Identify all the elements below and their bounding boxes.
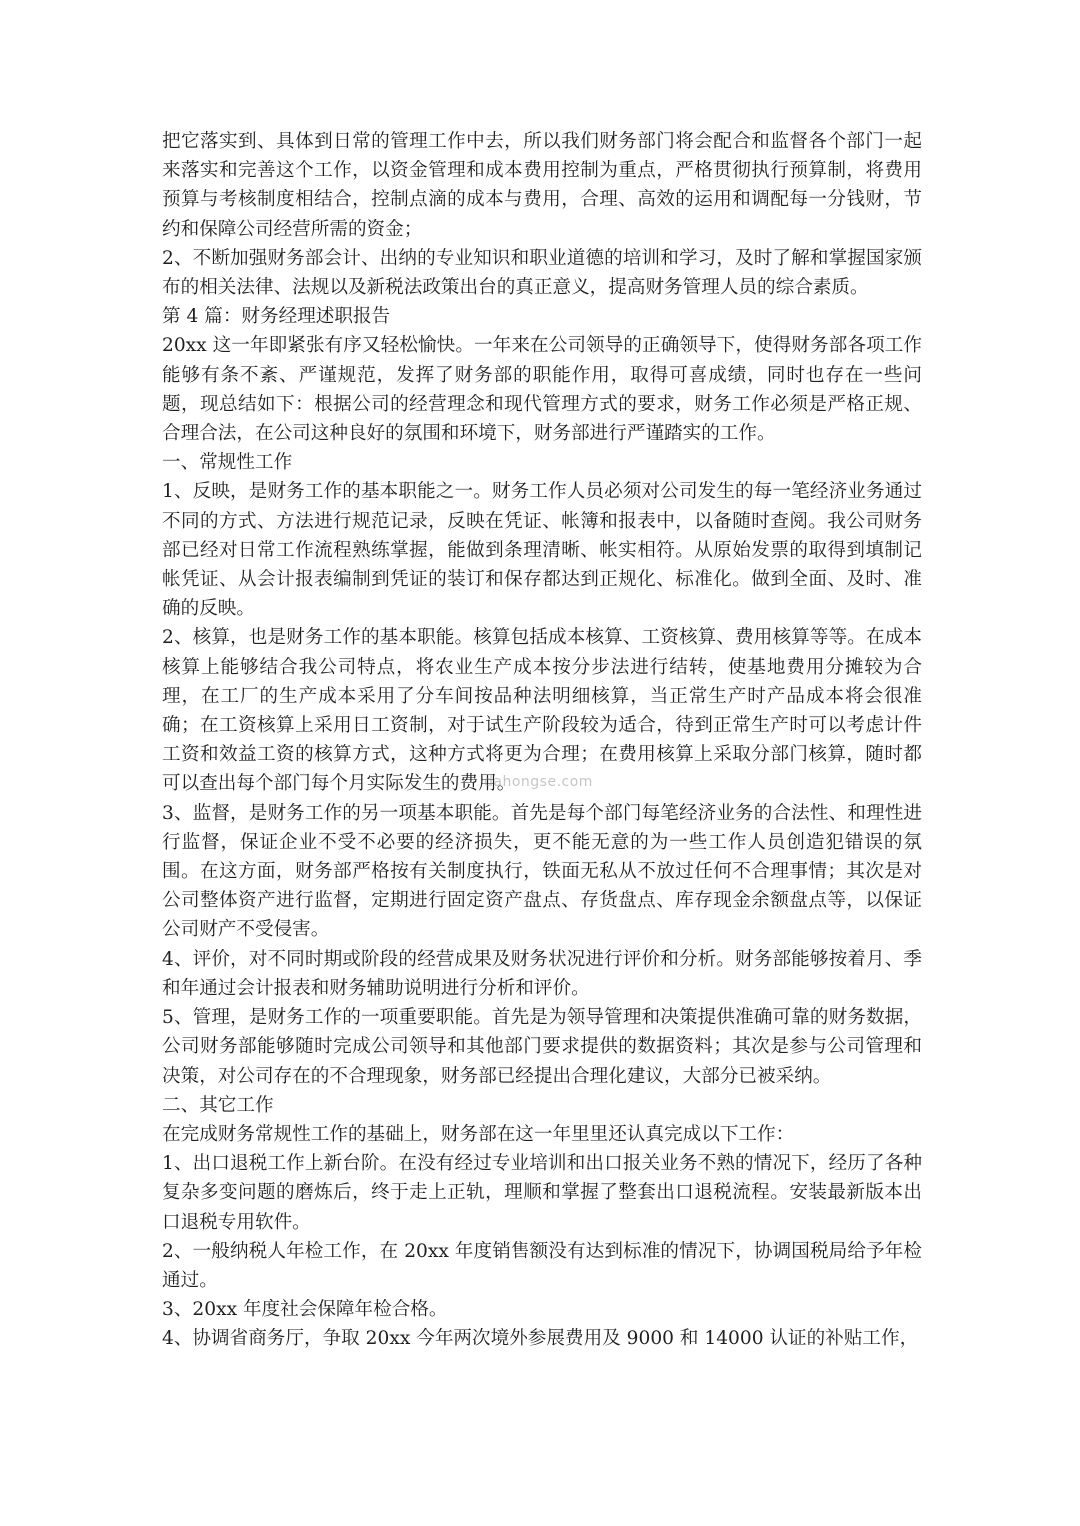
paragraph-supervision: 3、监督，是财务工作的另一项基本职能。首先是每个部门每笔经济业务的合法性、和理性进行监督，保证企业不受不必要的经济损失，更不能无意的为一些工作人员创造犯错误的氛围。在这方面，财务部严格按有关制度执行，铁面无私从不放过任何不合理事情；其次是对公司整体资产进行监督，定期进行固定资产盘点、存货盘点、库存现金余额盘点等，以保证公司财产不受侵害。	[162, 802, 922, 941]
paragraph-taxpayer-inspection: 2、一般纳税人年检工作，在 20xx 年度销售额没有达到标准的情况下，协调国税局给予年检通过。	[162, 1240, 922, 1291]
heading-other-work: 二、其它工作	[162, 1094, 274, 1116]
watermark-text: dahongse.com	[484, 774, 593, 790]
paragraph-other-intro: 在完成财务常规性工作的基础上，财务部在这一年里里还认真完成以下工作：	[162, 1123, 795, 1145]
paragraph-social-security: 3、20xx 年度社会保障年检合格。	[162, 1299, 448, 1321]
paragraph-commerce-dept: 4、协调省商务厅，争取 20xx 今年两次境外参展费用及 9000 和 14000 认证的补贴工作，	[162, 1328, 919, 1350]
paragraph-evaluation: 4、评价，对不同时期或阶段的经营成果及财务状况进行评价和分析。财务部能够按着月、季和年通过会计报表和财务辅助说明进行分析和评价。	[162, 948, 922, 999]
paragraph-summary: 20xx 这一年即紧张有序又轻松愉快。一年来在公司领导的正确领导下，使得财务部各项工作能够有条不紊、严谨规范，发挥了财务部的职能作用，取得可喜成绩，同时也存在一些问题，现总结如下：根据公司的经营理念和现代管理方式的要求，财务工作必须是严格正规、合理合法，在公司这种良好的氛围和环境下，财务部进行严谨踏实的工作。	[162, 335, 922, 445]
paragraph-management: 5、管理，是财务工作的一项重要职能。首先是为领导管理和决策提供准确可靠的财务数据，公司财务部能够随时完成公司领导和其他部门要求提供的数据资料；其次是参与公司管理和决策，对公司存在的不合理现象，财务部已经提出合理化建议，大部分已被采纳。	[162, 1007, 922, 1087]
paragraph-export-tax: 1、出口退税工作上新台阶。在没有经过专业培训和出口报关业务不熟的情况下，经历了各种复杂多变问题的磨炼后，终于走上正轨，理顺和掌握了整套出口退税流程。安装最新版本出口退税专用软件。	[162, 1153, 922, 1233]
document-body	[162, 127, 922, 1354]
paragraph-intro-continuation: 把它落实到、具体到日常的管理工作中去，所以我们财务部门将会配合和监督各个部门一起来落实和完善这个工作，以资金管理和成本费用控制为重点，严格贯彻执行预算制，将费用预算与考核制度相结合，控制点滴的成本与费用，合理、高效的运用和调配每一分钱财，节约和保障公司经营所需的资金；	[162, 131, 922, 240]
heading-routine-work: 一、常规性工作	[162, 452, 293, 474]
paragraph-accounting: 2、核算，也是财务工作的基本职能。核算包括成本核算、工资核算、费用核算等等。在成本核算上能够结合我公司特点，将农业生产成本按分步法进行结转，使基地费用分摊较为合理，在工厂的生产成本采用了分车间按品种法明细核算，当正常生产时产品成本将会很准确；在工资核算上采用日工资制，对于试生产阶段较为适合，待到正常生产时可以考虑计件工资和效益工资的核算方式，这种方式将更为合理；在费用核算上采取分部门核算，随时都可以查出每个部门每个月实际发生的费用。	[162, 627, 922, 795]
paragraph-training: 2、不断加强财务部会计、出纳的专业知识和职业道德的培训和学习，及时了解和掌握国家颁布的相关法律、法规以及新税法政策出台的真正意义，提高财务管理人员的综合素质。	[162, 247, 922, 299]
paragraph-reflect: 1、反映，是财务工作的基本职能之一。财务工作人员必须对公司发生的每一笔经济业务通过不同的方式、方法进行规范记录，反映在凭证、帐簿和报表中，以备随时查阅。我公司财务部已经对日常工作流程熟练掌握，能做到条理清晰、帐实相符。从原始发票的取得到填制记帐凭证、从会计报表编制到凭证的装订和保存都达到正规化、标准化。做到全面、及时、准确的反映。	[162, 481, 922, 620]
section-title: 第 4 篇：财务经理述职报告	[162, 306, 391, 328]
